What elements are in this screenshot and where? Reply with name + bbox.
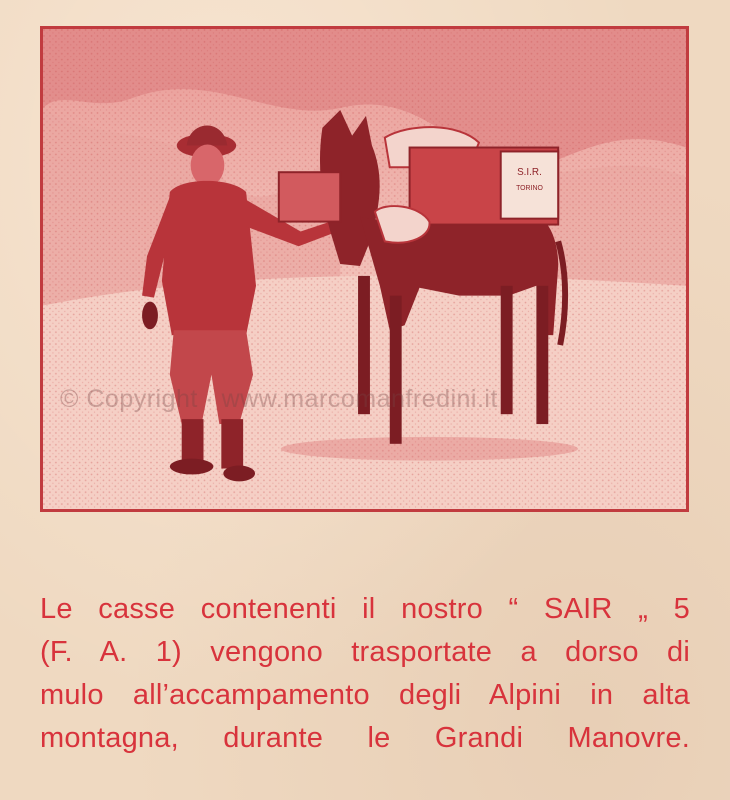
crate-label-line2: TORINO: [516, 184, 543, 192]
caption-line-4: montagna, durante le Grandi Manovre.: [40, 722, 690, 754]
photo-caption: [40, 588, 690, 760]
caption-line-2: (F. A. 1) vengono trasportate a dorso di: [40, 636, 690, 668]
crate-label-line1: S.I.R.: [517, 167, 542, 179]
photo-illustration: [43, 29, 686, 509]
copyright-watermark: © Copyright · www.marcomanfredini.it: [60, 385, 498, 413]
ground-shadow: [281, 437, 578, 461]
caption-line-3: mulo all’accampamento degli Alpini in alta: [40, 679, 690, 711]
caption-line-1: Le casse contenenti il nostro “ SAIR „ 5: [40, 593, 690, 625]
halftone-photograph: [40, 26, 689, 512]
halftone-grain: [43, 29, 686, 509]
